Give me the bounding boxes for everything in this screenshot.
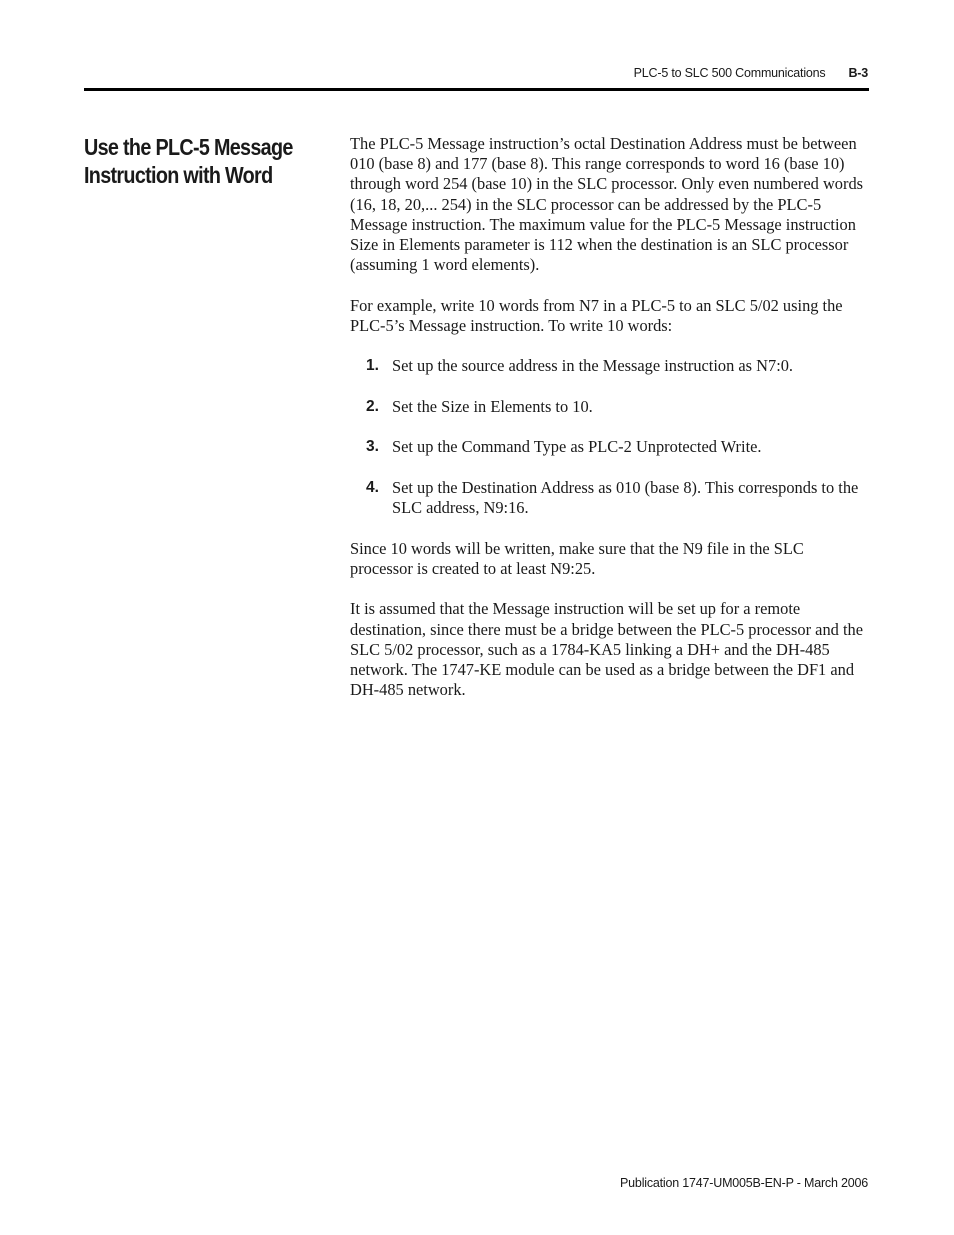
- paragraph-n9-file: Since 10 words will be written, make sure that the N9 file in the SLC processor is created to at least N9:25.: [350, 538, 804, 578]
- step-text: Set up the Command Type as PLC-2 Unprotected Write.: [392, 437, 762, 457]
- heading-line-2: Instruction with Word: [84, 162, 273, 188]
- body-text: [350, 134, 870, 721]
- step-text: Set up the source address in the Message instruction as N7:0.: [392, 356, 794, 376]
- step-item: [366, 478, 870, 518]
- step-item: [366, 437, 870, 457]
- publication-footer: Publication 1747-UM005B-EN-P - March 2006: [620, 1176, 868, 1190]
- header-section-title: PLC-5 to SLC 500 Communications: [633, 66, 826, 80]
- steps-list: [350, 356, 870, 518]
- step-number: 2.: [366, 397, 379, 415]
- step-item: [366, 356, 870, 376]
- paragraph-intro: The PLC-5 Message instruction’s octal Destination Address must be between 010 (base 8) and 177 (base 8). This range corresponds to word 16 (base 10) through word 254 (base 10) in the SLC processor. Only even numbered words (16, 18, 20,... 254) in the SLC processor can be addressed by the PLC-5 Message instruction. The maximum value for the PLC-5 Message instruction Size in Elements parameter is 112 when the destination is an SLC processor (assuming 1 word elements).: [350, 134, 864, 275]
- step-text: Set the Size in Elements to 10.: [392, 396, 593, 416]
- section-heading: [84, 133, 299, 189]
- step-number: 1.: [366, 357, 379, 375]
- header-rule: [84, 88, 869, 91]
- paragraph-remote-destination: It is assumed that the Message instruction will be set up for a remote destination, since there must be a bridge between the PLC-5 processor and the SLC 5/02 processor, such as a 1784-KA5 linking a DH+ and the DH-485 network. The 1747-KE module can be used as a bridge between the DF1 and DH-485 network.: [350, 599, 863, 700]
- running-header: [634, 66, 868, 80]
- step-number: 4.: [366, 478, 379, 496]
- heading-line-1: Use the PLC-5 Message: [84, 134, 293, 160]
- page-number: B-3: [848, 66, 868, 80]
- step-number: 3.: [366, 438, 379, 456]
- step-item: [366, 397, 870, 417]
- step-text: Set up the Destination Address as 010 (base 8). This corresponds to the SLC address, N9:16.: [392, 477, 859, 518]
- paragraph-example: For example, write 10 words from N7 in a PLC-5 to an SLC 5/02 using the PLC-5’s Message instruction. To write 10 words:: [350, 295, 843, 335]
